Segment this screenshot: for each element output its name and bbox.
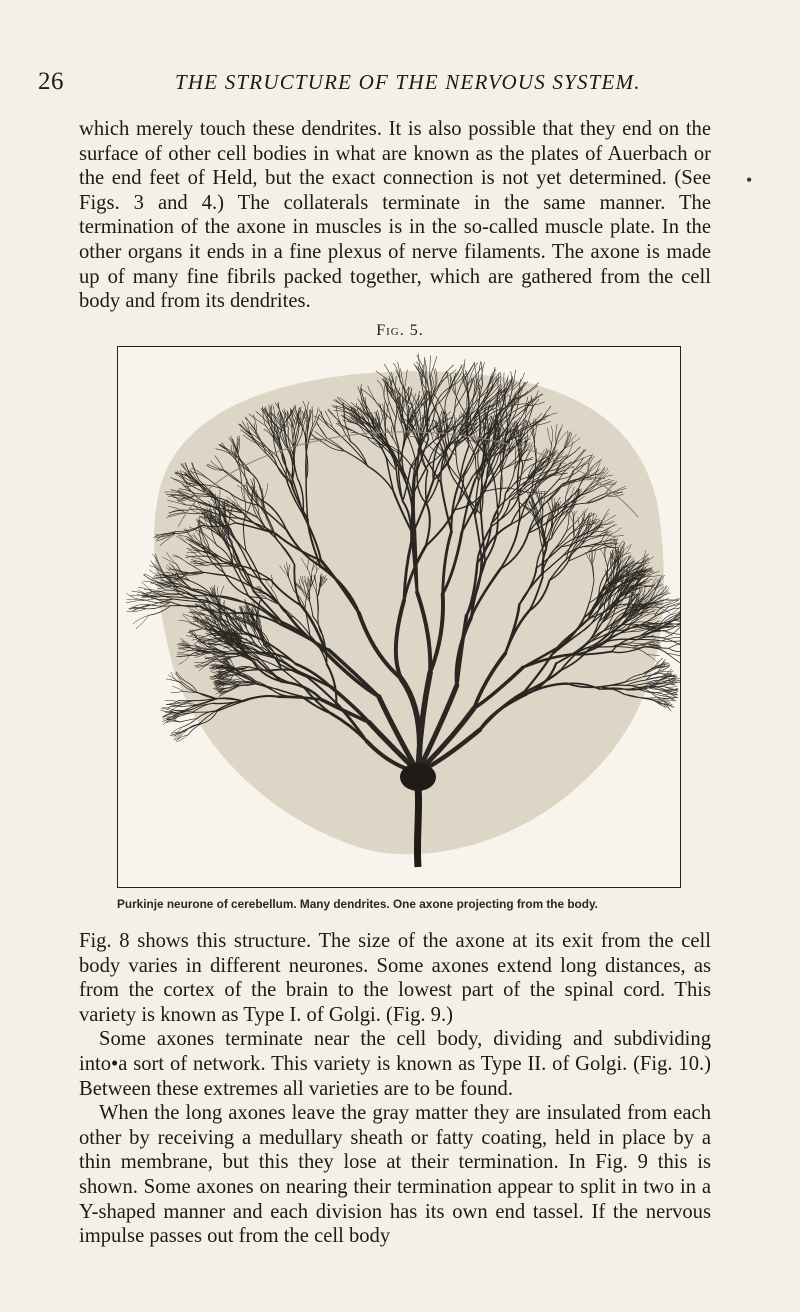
figure-label: Fig. 5. <box>376 322 424 339</box>
figure-plate <box>117 346 681 888</box>
running-head: THE STRUCTURE OF THE NERVOUS SYSTEM. <box>175 70 641 94</box>
paragraph-bottom-1: Fig. 8 shows this structure. The size of the axone at its exit from the cell body varies in different neurones. Some axones extend long distances, as from the cortex of the brain to the lowest part of the spinal cord. This variety is known as Type I. of Golgi. (Fig. 9.) <box>79 930 711 1026</box>
paragraph-bottom <box>79 929 711 1249</box>
paragraph-top: which merely touch these dendrites. It is also possible that they end on the surface of other cell bodies in what are known as the plates of Auerbach or the end feet of Held, but the exact connection is not yet determined. (See Figs. 3 and 4.) The collaterals terminate in the same manner. The termination of the axone in muscles is in the so-called muscle plate. In the other organs it ends in a fine plexus of nerve filaments. The axone is made up of many fine fibrils packed together, which are gathered from the cell body and from its dendrites. <box>79 118 711 313</box>
figure-caption: Purkinje neurone of cerebellum. Many dendrites. One axone projecting from the body. <box>117 897 598 911</box>
paragraph-bottom-2: Some axones terminate near the cell body, dividing and subdividing into•a sort of network. This variety is known as Type II. of Golgi. (Fig. 10.) Between these extremes all varieties are to be found. <box>79 1028 711 1100</box>
paragraph-bottom-3: When the long axones leave the gray matter they are insulated from each other by receiving a medullary sheath or fatty coating, held in place by a thin membrane, but this they lose at their termination. In Fig. 9 this is shown. Some axones on nearing their termination appear to split in two in a Y-shaped manner and each division has its own end tassel. If the nervous impulse passes out from the cell body <box>79 1102 711 1248</box>
page-number: 26 <box>38 68 64 95</box>
purkinje-neurone-illustration <box>118 347 680 887</box>
margin-mark: • <box>746 170 753 190</box>
